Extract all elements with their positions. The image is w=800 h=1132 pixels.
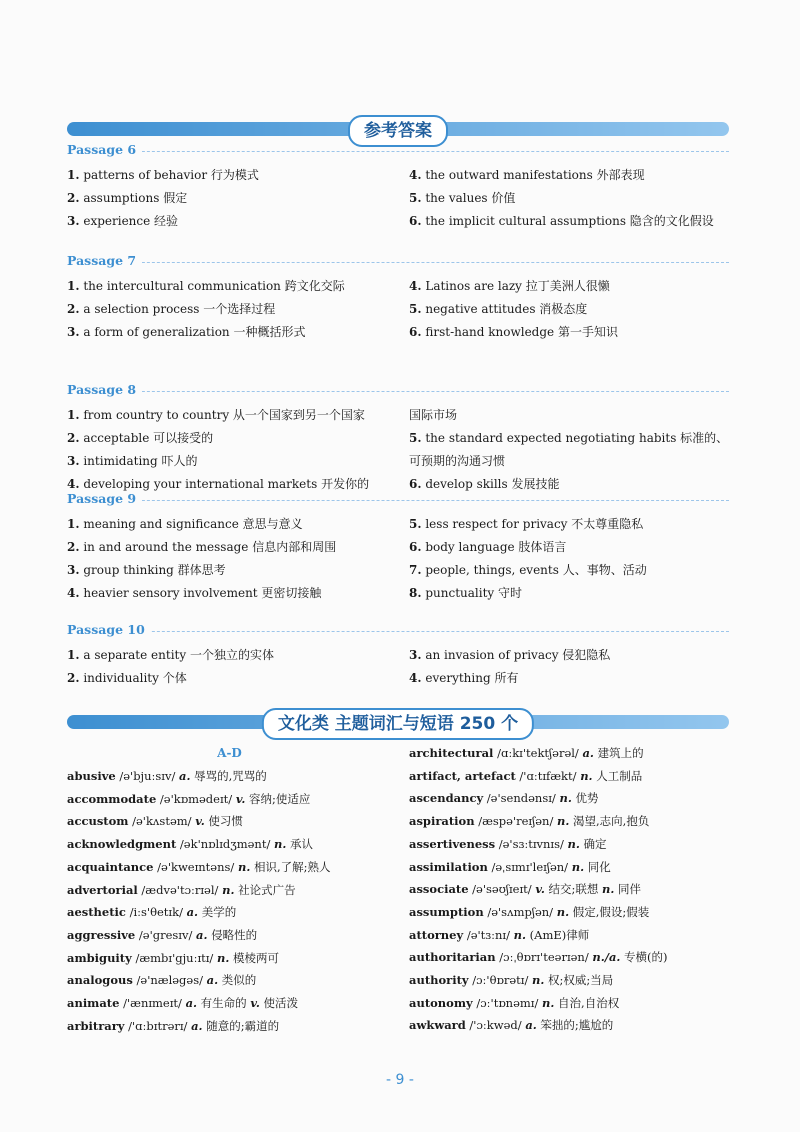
passage-title: Passage 9: [67, 491, 142, 506]
answer-text: intimidating 吓人的: [79, 454, 198, 468]
answer-number: 2.: [67, 671, 80, 685]
vocab-word: assimilation: [409, 859, 488, 874]
answer-column-left: [67, 404, 397, 496]
answer-text: the outward manifestations 外部表现: [421, 168, 645, 182]
vocab-part-of-speech: a.: [186, 905, 199, 920]
answer-item: [67, 164, 397, 187]
answer-item: [409, 427, 731, 450]
answer-text: everything 所有: [421, 671, 519, 685]
answer-item: [67, 536, 397, 559]
vocab-entry: [67, 924, 392, 947]
answer-text: assumptions 假定: [79, 191, 188, 205]
vocab-phonetic: /ə'sʌmpʃən/: [483, 904, 557, 919]
answer-text: negative attitudes 消极态度: [421, 302, 588, 316]
answer-number: 3.: [409, 648, 422, 662]
vocab-word: acquaintance: [67, 859, 154, 874]
vocab-definition: 随意的;霸道的: [202, 1018, 280, 1033]
vocab-phonetic: /ə'næləgəs/: [132, 973, 207, 988]
answer-number: 5.: [409, 517, 422, 531]
answer-text: from country to country 从一个国家到另一个国家: [79, 408, 365, 422]
dashed-divider: [67, 262, 729, 263]
answer-column-left: [67, 644, 397, 690]
vocab-part-of-speech: n.: [556, 814, 570, 829]
answer-number: 2.: [67, 302, 80, 316]
answer-column-left: [67, 275, 397, 344]
vocab-part-of-speech: a.: [525, 1018, 537, 1033]
answer-text: Latinos are lazy 拉丁美洲人很懒: [421, 279, 610, 293]
vocab-definition: 容纳;使适应: [245, 791, 311, 806]
vocab-phonetic: /ə'kweɪntəns/: [153, 859, 238, 874]
vocab-part-of-speech: n.: [216, 950, 230, 965]
answer-number: 3.: [67, 214, 80, 228]
answer-number: 4.: [67, 477, 80, 491]
vocab-definition: 渴望,志向,抱负: [569, 814, 650, 829]
vocab-part-of-speech: v.: [535, 882, 545, 897]
answer-item: [409, 164, 731, 187]
vocab-phonetic: /əˌsɪmɪ'leɪʃən/: [487, 859, 572, 874]
vocab-word: advertorial: [67, 882, 138, 897]
vocab-word: awkward: [409, 1018, 466, 1033]
answer-text: acceptable 可以接受的: [79, 431, 214, 445]
vocab-heading: A-D: [217, 746, 242, 760]
answer-column-right: [409, 164, 731, 233]
answer-item: [67, 644, 397, 667]
vocab-phonetic: /'ænɪmeɪt/: [119, 996, 186, 1011]
answer-item: [67, 404, 397, 427]
answer-item: [67, 298, 397, 321]
answer-number: 1.: [67, 408, 80, 422]
vocab-entry: [67, 901, 392, 924]
vocab-definition: 优势: [571, 791, 599, 806]
vocab-definition: 确定: [579, 836, 607, 851]
answer-text: 可预期的沟通习惯: [409, 454, 506, 468]
answer-item: [67, 427, 397, 450]
passage-title-row: [67, 622, 729, 640]
answers-banner: [67, 115, 729, 145]
vocab-entry: [67, 1015, 392, 1038]
passage-title-row: [67, 142, 729, 160]
answer-item: [409, 582, 731, 605]
vocab-entry: [409, 787, 734, 810]
vocab-word: assumption: [409, 904, 484, 919]
answer-number: 6.: [409, 477, 422, 491]
vocab-entry: [67, 856, 392, 879]
vocab-word: authoritarian: [409, 950, 496, 965]
answer-number: 7.: [409, 563, 422, 577]
vocab-definition: 社论式广告: [234, 882, 296, 897]
vocab-entry: [409, 833, 734, 856]
passage-title: Passage 7: [67, 253, 142, 268]
answer-text: group thinking 群体思考: [79, 563, 226, 577]
vocab-phonetic: /'ɔːkwəd/: [465, 1018, 526, 1033]
vocab-banner-title: 文化类 主题词汇与短语 250 个: [262, 708, 534, 740]
answer-text: an invasion of privacy 侵犯隐私: [421, 648, 611, 662]
answer-item: [409, 450, 731, 473]
answer-number: 1.: [67, 279, 80, 293]
vocab-word: animate: [67, 996, 120, 1011]
answer-columns: [67, 400, 729, 496]
vocab-phonetic: /'ɑːtɪfækt/: [515, 768, 581, 783]
vocab-part-of-speech: n.: [602, 882, 615, 897]
vocab-definition: 模棱两可: [229, 950, 279, 965]
answer-text: the implicit cultural assumptions 隐含的文化假设: [421, 214, 714, 228]
answer-column-right: [409, 275, 731, 344]
passage-title-row: [67, 253, 729, 271]
vocab-word: authority: [409, 973, 469, 988]
answer-item: [67, 450, 397, 473]
vocab-definition: 建筑上的: [593, 746, 644, 760]
vocab-phonetic: /ə'gresɪv/: [135, 927, 197, 942]
answer-item: [409, 298, 731, 321]
vocab-entry: [409, 901, 734, 924]
answer-number: 4.: [409, 168, 422, 182]
vocab-phonetic: /ə'kʌstəm/: [128, 814, 196, 829]
vocab-definition: 承认: [286, 837, 314, 852]
answer-column-right: [409, 644, 731, 690]
answer-column-right: [409, 404, 731, 496]
vocab-phonetic: /ə'sɜːtɪvnɪs/: [495, 836, 568, 851]
vocab-entry: [409, 810, 734, 833]
passage-title: Passage 6: [67, 142, 142, 157]
vocab-word: assertiveness: [409, 836, 496, 851]
vocab-entry: [409, 992, 734, 1015]
answer-text: the values 价值: [421, 191, 516, 205]
answer-number: 5.: [409, 191, 422, 205]
answer-item: [67, 321, 397, 344]
passage-block: [67, 253, 729, 344]
vocab-column-right: [409, 742, 734, 1037]
answer-item: [409, 513, 731, 536]
page-number: - 9 -: [386, 1072, 414, 1088]
answer-item: [409, 536, 731, 559]
answer-text: body language 肢体语言: [421, 540, 567, 554]
answer-text: develop skills 发展技能: [421, 477, 560, 491]
answer-text: the intercultural communication 跨文化交际: [79, 279, 345, 293]
vocab-word: autonomy: [409, 995, 473, 1010]
answer-column-left: [67, 164, 397, 233]
answer-text: meaning and significance 意思与意义: [79, 517, 303, 531]
answer-number: 5.: [409, 431, 422, 445]
vocab-part-of-speech: n.: [513, 927, 527, 942]
vocab-definition: 类似的: [218, 973, 257, 988]
answer-text: experience 经验: [79, 214, 179, 228]
answer-text: a selection process 一个选择过程: [79, 302, 276, 316]
vocab-part-of-speech: a.: [196, 927, 208, 942]
vocab-entry: [409, 969, 734, 992]
answer-item: [67, 275, 397, 298]
passage-title-row: [67, 491, 729, 509]
vocab-phonetic: /iːs'θetɪk/: [125, 905, 187, 920]
answer-text: patterns of behavior 行为模式: [79, 168, 259, 182]
vocab-definition: 侵略性的: [207, 927, 258, 942]
vocab-part-of-speech: a.: [185, 996, 198, 1011]
answer-number: 3.: [67, 454, 80, 468]
passage-block: [67, 491, 729, 605]
dashed-divider: [67, 391, 729, 392]
passage-title: Passage 8: [67, 382, 142, 397]
vocab-entry: [67, 810, 392, 833]
vocab-part-of-speech: n.: [580, 768, 593, 783]
vocab-word: accustom: [67, 814, 129, 829]
vocab-part-of-speech: n.: [274, 837, 287, 852]
vocab-definition: 美学的: [198, 905, 237, 920]
answer-item: [409, 321, 731, 344]
answer-columns: [67, 509, 729, 605]
vocab-phonetic: /ə'səʊʃɪeɪt/: [468, 882, 536, 897]
vocab-entry: [67, 969, 392, 992]
vocab-entry: [67, 947, 392, 970]
vocab-definition: 有生命的: [197, 996, 251, 1011]
vocab-phonetic: /ək'nɒlɪdʒmənt/: [176, 837, 274, 852]
answer-number: 5.: [409, 302, 422, 316]
vocab-entry: [67, 833, 392, 856]
vocab-word: attorney: [409, 927, 464, 942]
vocab-entry: [67, 788, 392, 811]
answer-text: less respect for privacy 不太尊重隐私: [421, 517, 644, 531]
vocab-word: aesthetic: [67, 905, 126, 920]
vocab-part-of-speech: n.: [559, 791, 572, 806]
vocab-part-of-speech: a.: [582, 746, 594, 760]
answer-text: a form of generalization 一种概括形式: [79, 325, 306, 339]
passage-title-row: [67, 382, 729, 400]
vocab-part-of-speech: a.: [191, 1018, 203, 1033]
vocab-word: accommodate: [67, 791, 157, 806]
answer-item: [409, 404, 731, 427]
vocab-definition: 结交;联想: [544, 882, 603, 897]
vocab-phonetic: /ə'tɜːnɪ/: [463, 927, 514, 942]
vocab-word: architectural: [409, 746, 494, 760]
vocab-entry: [409, 765, 734, 788]
vocab-phonetic: /'ɑːbɪtrərɪ/: [124, 1018, 192, 1033]
answer-text: individuality 个体: [79, 671, 187, 685]
vocab-part-of-speech: n.: [237, 859, 251, 874]
answer-number: 3.: [67, 563, 80, 577]
vocab-part-of-speech: n.: [556, 904, 570, 919]
vocab-part-of-speech: n.: [222, 882, 235, 897]
vocab-definition: (AmE)律师: [526, 927, 590, 942]
answer-number: 6.: [409, 214, 422, 228]
answer-number: 2.: [67, 540, 80, 554]
answer-item: [409, 667, 731, 690]
answer-columns: [67, 271, 729, 344]
dashed-divider: [67, 631, 729, 632]
vocab-definition: 使习惯: [204, 814, 243, 829]
vocab-definition: 自治,自治权: [554, 995, 620, 1010]
vocab-definition: 人工制品: [592, 768, 643, 783]
vocab-entry: [67, 879, 392, 902]
answer-number: 2.: [67, 431, 80, 445]
vocab-part-of-speech: n.: [567, 836, 580, 851]
dashed-divider: [67, 500, 729, 501]
vocab-banner: [67, 708, 729, 738]
dashed-divider: [67, 151, 729, 152]
answer-item: [67, 667, 397, 690]
answer-number: 1.: [67, 648, 80, 662]
answer-item: [409, 275, 731, 298]
vocab-phonetic: /æmbɪ'gjuːɪtɪ/: [131, 950, 217, 965]
vocab-column-left: [67, 742, 392, 1037]
vocab-part-of-speech: n.: [542, 995, 555, 1010]
vocab-word: associate: [409, 882, 469, 897]
vocab-word: aspiration: [409, 814, 475, 829]
passage-block: [67, 142, 729, 233]
answer-number: 2.: [67, 191, 80, 205]
vocab-entry: [409, 1014, 734, 1037]
vocab-phonetic: /ə'sendənsɪ/: [483, 791, 560, 806]
vocab-part-of-speech: n./a.: [592, 950, 621, 965]
answer-item: [409, 644, 731, 667]
vocab-definition: 权;权威;当局: [544, 973, 614, 988]
passage-title: Passage 10: [67, 622, 151, 637]
answer-text: punctuality 守时: [421, 586, 523, 600]
answers-banner-title: 参考答案: [348, 115, 448, 147]
vocab-word: analogous: [67, 973, 133, 988]
vocab-word: ambiguity: [67, 950, 132, 965]
answer-item: [409, 559, 731, 582]
answer-number: 6.: [409, 325, 422, 339]
answer-item: [67, 582, 397, 605]
answer-number: 4.: [67, 586, 80, 600]
vocab-word: acknowledgment: [67, 837, 177, 852]
vocab-part-of-speech: a.: [206, 973, 219, 988]
vocab-word: arbitrary: [67, 1018, 125, 1033]
vocab-definition: 辱骂的,咒骂的: [190, 769, 267, 783]
vocab-entry: [409, 946, 734, 969]
answer-number: 8.: [409, 586, 422, 600]
vocab-entry: [409, 856, 734, 879]
vocab-definition: 专横(的): [620, 950, 668, 965]
answer-number: 6.: [409, 540, 422, 554]
vocab-part-of-speech: n.: [571, 859, 585, 874]
vocab-definition: 笨拙的;尴尬的: [536, 1018, 614, 1033]
vocab-definition: 使活泼: [259, 996, 299, 1011]
vocab-entry: [409, 878, 734, 901]
vocab-word: aggressive: [67, 927, 136, 942]
answer-item: [409, 210, 731, 233]
vocab-phonetic: /ɔːˌθɒrɪ'teərɪən/: [495, 950, 593, 965]
vocab-part-of-speech: v.: [250, 996, 260, 1011]
vocab-phonetic: /ɔː'θɒrətɪ/: [468, 973, 533, 988]
answer-number: 4.: [409, 279, 422, 293]
answer-columns: [67, 640, 729, 690]
passage-block: [67, 622, 729, 690]
vocab-word: artifact, artefact: [409, 768, 516, 783]
vocab-entry: [67, 765, 392, 788]
answer-number: 3.: [67, 325, 80, 339]
vocab-phonetic: /æspə'reɪʃən/: [474, 814, 557, 829]
vocab-phonetic: /ɔː'tɒnəmɪ/: [472, 995, 543, 1010]
vocab-part-of-speech: n.: [532, 973, 545, 988]
answer-item: [67, 210, 397, 233]
vocab-phonetic: /ɑːkɪ'tektʃərəl/: [493, 746, 583, 760]
vocab-phonetic: /ə'kɒmədeɪt/: [156, 791, 236, 806]
answer-text: heavier sensory involvement 更密切接触: [79, 586, 322, 600]
answer-text: first-hand knowledge 第一手知识: [421, 325, 618, 339]
answer-item: [67, 559, 397, 582]
answer-number: 4.: [409, 671, 422, 685]
answer-number: 1.: [67, 517, 80, 531]
vocab-part-of-speech: v.: [195, 814, 205, 829]
answer-text: a separate entity 一个独立的实体: [79, 648, 274, 662]
answer-text: in and around the message 信息内部和周围: [79, 540, 337, 554]
vocab-entry: [409, 742, 734, 765]
passage-block: [67, 382, 729, 496]
vocab-word: ascendancy: [409, 791, 484, 806]
vocab-entry: [409, 924, 734, 947]
vocab-entry: [67, 992, 392, 1015]
vocab-definition: 相识,了解;熟人: [250, 859, 331, 874]
vocab-part-of-speech: a.: [179, 769, 191, 783]
answer-text: developing your international markets 开发你的: [79, 477, 370, 491]
answer-columns: [67, 160, 729, 233]
answer-text: 国际市场: [409, 408, 458, 422]
vocab-definition: 同伴: [614, 882, 642, 897]
answer-item: [409, 187, 731, 210]
vocab-definition: 同化: [584, 859, 611, 874]
answer-item: [67, 513, 397, 536]
answer-item: [67, 187, 397, 210]
answer-column-right: [409, 513, 731, 605]
vocab-word: abusive: [67, 769, 116, 783]
vocab-phonetic: /ædvə'tɔːrɪəl/: [137, 882, 223, 897]
answer-text: people, things, events 人、事物、活动: [421, 563, 647, 577]
vocab-part-of-speech: v.: [235, 791, 246, 806]
vocab-phonetic: /ə'bjuːsɪv/: [115, 769, 180, 783]
answer-column-left: [67, 513, 397, 605]
answer-number: 1.: [67, 168, 80, 182]
vocab-definition: 假定,假设;假装: [569, 904, 650, 919]
answer-text: the standard expected negotiating habits 标准的、: [421, 431, 729, 445]
